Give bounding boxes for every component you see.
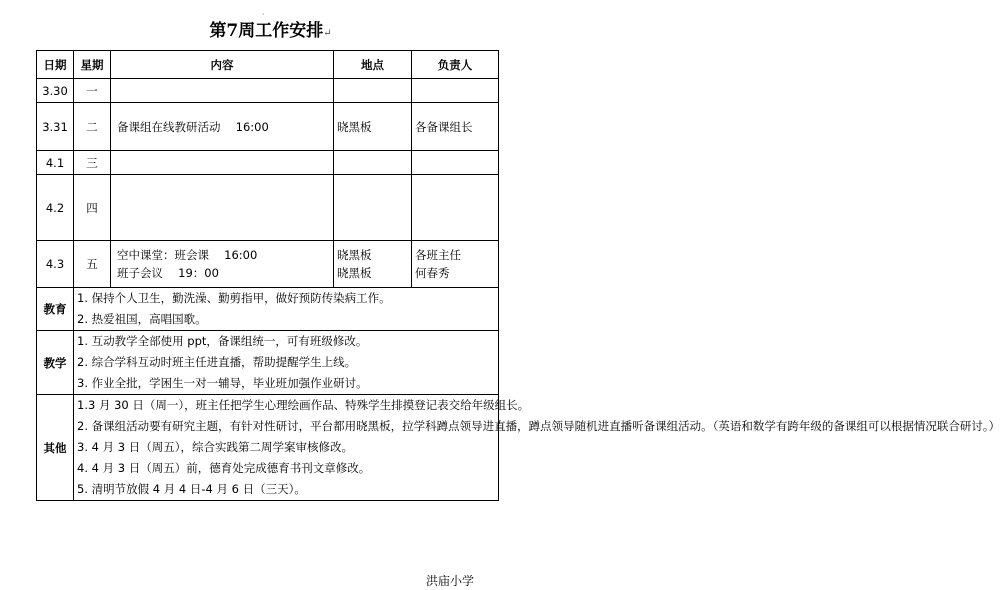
content-cell xyxy=(111,151,334,175)
location-line: 晓黑板 xyxy=(337,248,372,262)
note-line: 1. 互动教学全部使用 ppt，备课组统一，可有班级修改。 xyxy=(77,334,368,348)
section-notes xyxy=(74,395,1000,501)
section-row xyxy=(37,331,499,395)
content-line: 班子会议 19：00 xyxy=(117,266,219,280)
title-text: 第7周工作安排 xyxy=(209,21,324,41)
section-label: 教育 xyxy=(37,288,74,331)
note-line: 3. 作业全批，学困生一对一辅导，毕业班加强作业研讨。 xyxy=(77,376,368,390)
section-label: 教学 xyxy=(37,331,74,395)
owner-line: 各备课组长 xyxy=(415,119,473,134)
column-header: 地点 xyxy=(334,51,412,79)
weekday-cell: 一 xyxy=(74,79,111,103)
owner-line: 何春秀 xyxy=(415,266,450,280)
content-line: 空中课堂：班会课 16:00 xyxy=(117,248,258,262)
note-line: 2. 热爱祖国，高唱国歌。 xyxy=(77,312,207,326)
date-cell: 4.3 xyxy=(37,241,74,288)
table-row xyxy=(37,175,499,241)
section-notes xyxy=(74,331,499,395)
note-line: 4. 4 月 3 日（周五）前，德育处完成德育书刊文章修改。 xyxy=(77,461,371,475)
table-row xyxy=(37,241,499,288)
section-row xyxy=(37,395,499,501)
column-header: 星期 xyxy=(74,51,111,79)
weekday-cell: 二 xyxy=(74,103,111,151)
location-cell xyxy=(334,175,412,241)
table-row xyxy=(37,103,499,151)
location-cell xyxy=(334,79,412,103)
location-cell xyxy=(334,241,412,288)
date-cell: 4.2 xyxy=(37,175,74,241)
note-line: 1. 保持个人卫生，勤洗澡、勤剪指甲，做好预防传染病工作。 xyxy=(77,291,391,305)
owner-cell xyxy=(412,151,499,175)
date-cell: 4.1 xyxy=(37,151,74,175)
school-name: 洪庙小学 xyxy=(426,574,475,588)
weekday-cell: 四 xyxy=(74,175,111,241)
note-line: 2. 备课组活动要有研究主题，有针对性研讨，平台都用晓黑板，拉学科蹲点领导进直播，蹲点领导随机进直播听备课组活动。（英语和数学有跨年级的备课组可以根据情况联合研讨。） xyxy=(77,419,1000,433)
weekday-cell: 五 xyxy=(74,241,111,288)
column-header: 负责人 xyxy=(412,51,499,79)
note-line: 3. 4 月 3 日（周五），综合实践第二周学案审核修改。 xyxy=(77,440,353,454)
owner-cell xyxy=(412,79,499,103)
header-row xyxy=(37,51,499,79)
weekday-cell: 三 xyxy=(74,151,111,175)
note-line: 2. 综合学科互动时班主任进直播，帮助提醒学生上线。 xyxy=(77,355,357,369)
column-header: 日期 xyxy=(37,51,74,79)
owner-cell xyxy=(412,103,499,151)
top-mark: · xyxy=(262,10,265,19)
paragraph-mark: ↵ xyxy=(323,28,332,39)
page-title xyxy=(0,20,541,45)
location-line: 晓黑板 xyxy=(337,119,372,134)
section-notes xyxy=(74,288,499,331)
content-cell xyxy=(111,175,334,241)
location-cell xyxy=(334,103,412,151)
date-cell: 3.30 xyxy=(37,79,74,103)
owner-cell xyxy=(412,175,499,241)
location-line: 晓黑板 xyxy=(337,266,372,280)
table-row xyxy=(37,79,499,103)
content-cell xyxy=(111,103,334,151)
column-header: 内容 xyxy=(111,51,334,79)
note-line: 5. 清明节放假 4 月 4 日-4 月 6 日（三天）。 xyxy=(77,482,306,496)
location-cell xyxy=(334,151,412,175)
section-label: 其他 xyxy=(37,395,74,501)
schedule-table xyxy=(36,50,1000,501)
content-cell xyxy=(111,241,334,288)
date-cell: 3.31 xyxy=(37,103,74,151)
table-row xyxy=(37,151,499,175)
content-line: 备课组在线教研活动 16:00 xyxy=(117,119,269,134)
section-row xyxy=(37,288,499,331)
owner-cell xyxy=(412,241,499,288)
note-line: 1.3 月 30 日（周一），班主任把学生心理绘画作品、特殊学生排摸登记表交给年级组长。 xyxy=(77,398,530,412)
owner-line: 各班主任 xyxy=(415,248,461,262)
content-cell xyxy=(111,79,334,103)
